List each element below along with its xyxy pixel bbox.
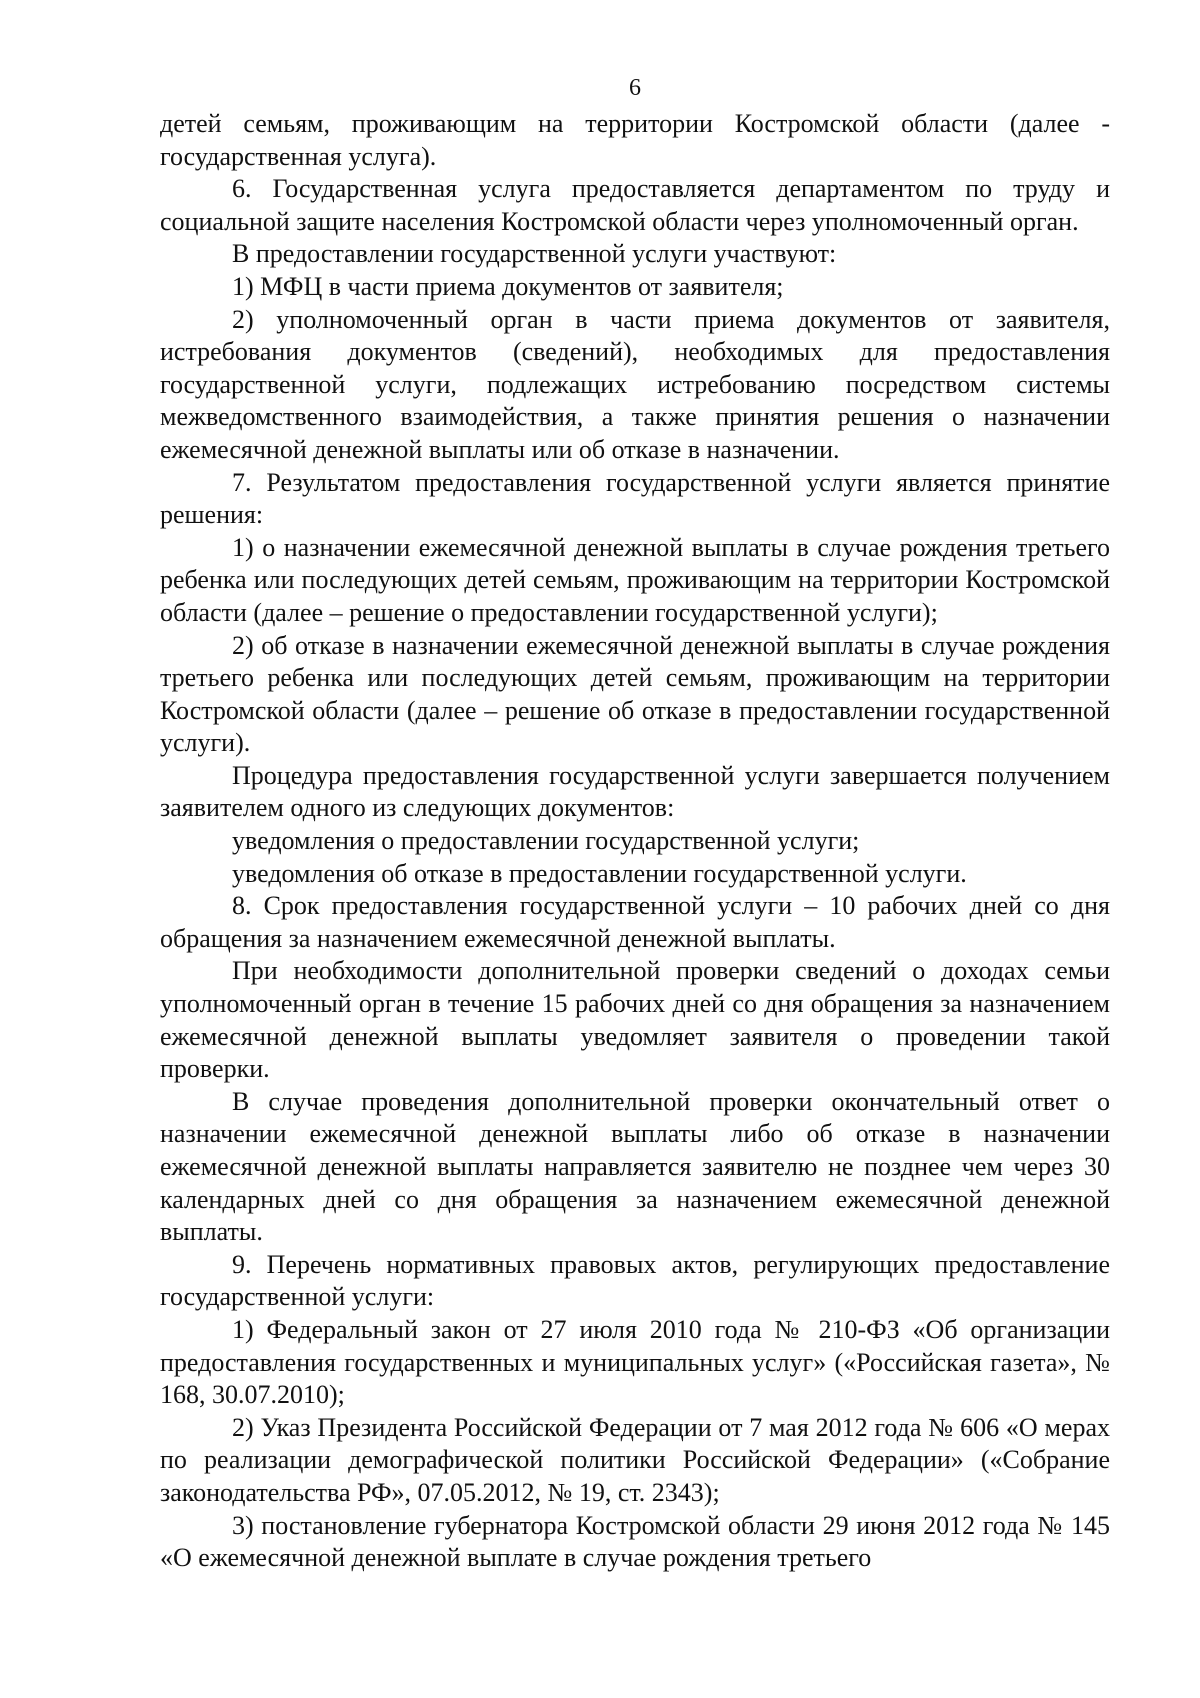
paragraph: 1) МФЦ в части приема документов от заявителя; [232, 271, 784, 301]
paragraph: уведомления об отказе в предоставлении государственной услуги. [232, 858, 967, 888]
paragraph: 8. Срок предоставления государственной услуги – 10 рабочих дней со дня обращения за назначением ежемесячной денежной выплаты. [160, 891, 1110, 953]
paragraph: 3) постановление губернатора Костромской области 29 июня 2012 года № 145 «О ежемесячной денежной выплате в случае рождения третьего [160, 1510, 1110, 1573]
paragraph: 1) Федеральный закон от 27 июля 2010 года № 210-ФЗ «Об организации предоставления государственных и муниципальных услуг» («Российская газета», № 168, 30.07.2010); [160, 1314, 1110, 1410]
paragraph: В случае проведения дополнительной проверки окончательный ответ о назначении ежемесячной денежной выплаты либо об отказе в назначении ежемесячной денежной выплаты направляется заявителю не позднее чем через 30 календарных дней со дня обращения за назначением ежемесячной денежной выплаты. [160, 1086, 1110, 1247]
paragraph: 2) Указ Президента Российской Федерации от 7 мая 2012 года № 606 «О мерах по реализации демографической политики Российской Федерации» («Собрание законодательства РФ», 07.05.2012, № 19, ст. 2343); [160, 1412, 1110, 1507]
paragraph: 7. Результатом предоставления государственной услуги является принятие решения: [160, 467, 1110, 530]
paragraph: 2) об отказе в назначении ежемесячной денежной выплаты в случае рождения третьего ребенка или последующих детей семьям, проживающим на территории Костромской области (далее – решение об отказе в предоставлении государственной услуги). [160, 630, 1110, 758]
document-body [160, 108, 1110, 1575]
paragraph: В предоставлении государственной услуги участвуют: [232, 239, 837, 269]
paragraph: Процедура предоставления государственной услуги завершается получением заявителем одного из следующих документов: [160, 760, 1110, 823]
paragraph: 9. Перечень нормативных правовых актов, регулирующих предоставление государственной услуги: [160, 1249, 1110, 1312]
paragraph: 1) о назначении ежемесячной денежной выплаты в случае рождения третьего ребенка или последующих детей семьям, проживающим на территории Костромской области (далее – решение о предоставлении государственной услуги); [160, 532, 1110, 627]
paragraph: детей семьям, проживающим на территории Костромской области (далее - государственная услуга). [160, 109, 1110, 171]
paragraph: 6. Государственная услуга предоставляется департаментом по труду и социальной защите населения Костромской области через уполномоченный орган. [160, 174, 1110, 236]
paragraph: уведомления о предоставлении государственной услуги; [232, 826, 860, 856]
document-page [160, 72, 1110, 1682]
page-number: 6 [629, 75, 641, 101]
paragraph: 2) уполномоченный орган в части приема документов от заявителя, истребования документов (сведений), необходимых для предоставления государственной услуги, подлежащих истребованию посредством системы межведомственного взаимодействия, а также принятия решения о назначении ежемесячной денежной выплаты или об отказе в назначении. [160, 304, 1110, 464]
paragraph: При необходимости дополнительной проверки сведений о доходах семьи уполномоченный орган в течение 15 рабочих дней со дня обращения за назначением ежемесячной денежной выплаты уведомляет заявителя о проведении такой проверки. [160, 956, 1110, 1084]
